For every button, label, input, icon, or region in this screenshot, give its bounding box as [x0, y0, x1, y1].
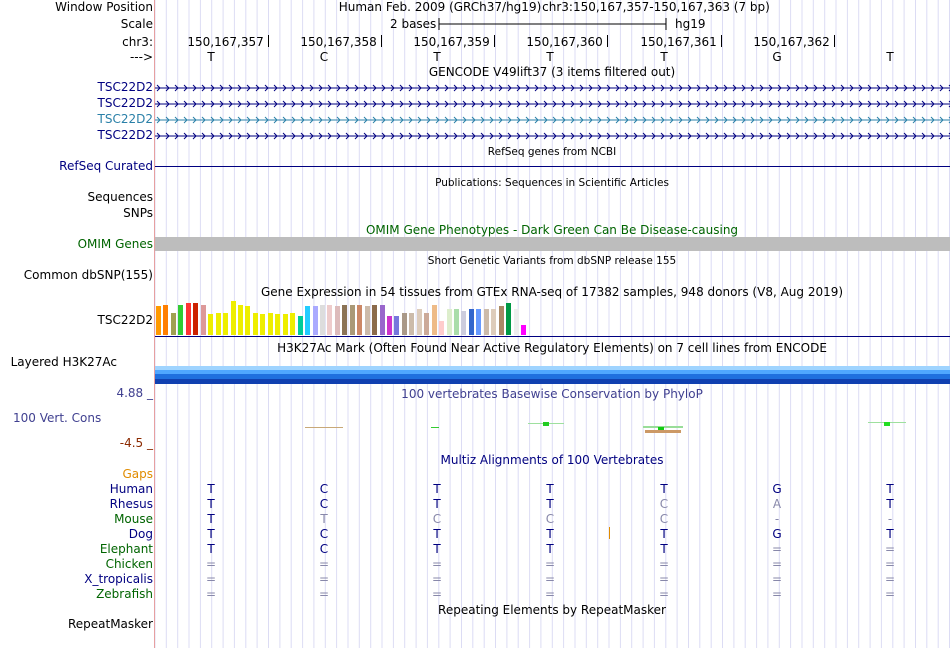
alignment-base: T	[433, 527, 441, 541]
alignment-base: =	[431, 572, 443, 586]
gtex-tissue-bar[interactable]	[424, 313, 429, 335]
gtex-tissue-bar[interactable]	[171, 313, 176, 335]
alignment-base: T	[660, 527, 668, 541]
gtex-tissue-bar[interactable]	[231, 301, 236, 335]
gtex-tissue-bar[interactable]	[365, 306, 370, 335]
gtex-tissue-bar[interactable]	[454, 309, 459, 335]
coordinate-label: 150,167,361	[640, 35, 717, 49]
gtex-tissue-bar[interactable]	[186, 303, 191, 335]
gtex-tissue-bar[interactable]	[499, 306, 504, 335]
omim-gene-bar[interactable]	[155, 237, 950, 251]
gtex-track-title: Gene Expression in 54 tissues from GTEx RNA-seq of 17382 samples, 948 donors (V8, Aug 2019)	[260, 285, 844, 299]
dbsnp-track-label[interactable]: Common dbSNP(155)	[23, 268, 153, 282]
gtex-tissue-bar[interactable]	[491, 309, 496, 335]
species-label[interactable]: Mouse	[114, 512, 153, 526]
alignment-base: =	[431, 557, 443, 571]
repeatmasker-track-label[interactable]: RepeatMasker	[67, 617, 153, 631]
coordinate-label: 150,167,358	[300, 35, 377, 49]
gtex-tissue-bar[interactable]	[514, 309, 519, 335]
gtex-tissue-bar[interactable]	[447, 309, 452, 335]
alignment-base: =	[658, 557, 670, 571]
gtex-tissue-bar[interactable]	[372, 305, 377, 335]
species-label[interactable]: X_tropicalis	[84, 572, 153, 586]
assembly-name: Human Feb. 2009 (GRCh37/hg19)	[338, 0, 542, 14]
alignment-base: T	[546, 527, 554, 541]
gtex-tissue-bar[interactable]	[178, 305, 183, 335]
gtex-tissue-bar[interactable]	[208, 314, 213, 335]
alignment-base: =	[771, 572, 783, 586]
gtex-tissue-bar[interactable]	[484, 309, 489, 335]
coordinate-label: 150,167,360	[526, 35, 603, 49]
gencode-item-label[interactable]: TSC22D2	[97, 96, 153, 110]
gtex-tissue-bar[interactable]	[439, 321, 444, 335]
omim-track-label[interactable]: OMIM Genes	[77, 237, 153, 251]
gtex-tissue-bar[interactable]	[461, 311, 466, 335]
alignment-base: =	[205, 557, 217, 571]
alignment-base: T	[433, 482, 441, 496]
alignment-base: T	[320, 512, 328, 526]
alignment-base: T	[207, 512, 215, 526]
alignment-base: T	[546, 542, 554, 556]
alignment-base: T	[546, 482, 554, 496]
alignment-base: T	[886, 482, 894, 496]
scale-text: 2 bases	[390, 17, 437, 31]
alignment-base: T	[207, 542, 215, 556]
alignment-base: G	[772, 527, 782, 541]
h3k27ac-track-label[interactable]: Layered H3K27Ac	[10, 355, 117, 369]
h3k27ac-track-title: H3K27Ac Mark (Often Found Near Active Regulatory Elements) on 7 cell lines from ENCODE	[277, 341, 827, 355]
alignment-base: =	[771, 587, 783, 601]
alignment-base: =	[884, 572, 896, 586]
alignment-base: T	[546, 497, 554, 511]
gtex-tissue-bar[interactable]	[238, 305, 243, 335]
alignment-base: =	[771, 557, 783, 571]
gtex-tissue-bar[interactable]	[260, 314, 265, 335]
gencode-transcript-line[interactable]	[155, 130, 950, 142]
species-label[interactable]: Chicken	[105, 557, 153, 571]
alignment-base: =	[544, 572, 556, 586]
alignment-base: T	[207, 527, 215, 541]
sequence-base: T	[660, 50, 668, 64]
gtex-tissue-bar[interactable]	[417, 309, 422, 335]
alignment-base: C	[659, 497, 669, 511]
gtex-tissue-bar[interactable]	[350, 305, 355, 335]
gencode-item-label[interactable]: TSC22D2	[97, 80, 153, 94]
refseq-gene-line[interactable]	[155, 166, 950, 167]
alignment-base: T	[433, 497, 441, 511]
alignment-base: =	[884, 587, 896, 601]
gencode-item-label[interactable]: TSC22D2	[97, 128, 153, 142]
species-label[interactable]: Zebrafish	[96, 587, 153, 601]
gencode-transcript-line[interactable]	[155, 82, 950, 94]
alignment-base: C	[319, 482, 329, 496]
scale-label: Scale	[120, 17, 153, 31]
alignment-base: T	[207, 482, 215, 496]
publications-track-title: Publications: Sequences in Scientific Articles	[435, 177, 669, 189]
alignment-base: C	[432, 512, 442, 526]
coordinate-tick	[607, 35, 608, 47]
gtex-tissue-bar[interactable]	[394, 316, 399, 335]
alignment-base: -	[887, 512, 893, 526]
gtex-tissue-bar[interactable]	[409, 313, 414, 335]
gtex-tissue-bar[interactable]	[402, 313, 407, 335]
alignment-base: =	[318, 557, 330, 571]
gtex-tissue-bar[interactable]	[156, 306, 161, 335]
coordinate-tick	[721, 35, 722, 47]
sequence-base: T	[886, 50, 894, 64]
gtex-tissue-bar[interactable]	[380, 305, 385, 335]
species-label[interactable]: Human	[109, 482, 153, 496]
species-label[interactable]: Elephant	[99, 542, 153, 556]
phylop-track-title: 100 vertebrates Basewise Conservation by PhyloP	[401, 387, 703, 401]
alignment-base: =	[544, 587, 556, 601]
alignment-base: =	[205, 587, 217, 601]
gencode-transcript-line[interactable]	[155, 98, 950, 110]
repeatmasker-track-title: Repeating Elements by RepeatMasker	[438, 603, 666, 617]
gtex-tissue-bar[interactable]	[245, 306, 250, 335]
alignment-base: C	[319, 542, 329, 556]
gtex-tissue-bar[interactable]	[268, 313, 273, 335]
alignment-base: C	[659, 512, 669, 526]
alignment-base: =	[544, 557, 556, 571]
phylop-wiggle[interactable]	[155, 400, 950, 440]
sequence-base: G	[772, 50, 782, 64]
gtex-tissue-bar[interactable]	[521, 325, 526, 335]
gtex-tissue-bar[interactable]	[298, 316, 303, 335]
alignment-base: A	[772, 497, 782, 511]
alignment-base: T	[886, 497, 894, 511]
gtex-tissue-bar[interactable]	[327, 305, 332, 335]
snps-track-label[interactable]: SNPs	[123, 206, 153, 220]
sequence-base: T	[207, 50, 215, 64]
alignment-base: T	[207, 497, 215, 511]
coordinate-label: 150,167,362	[753, 35, 830, 49]
gtex-tissue-bar[interactable]	[223, 313, 228, 335]
gtex-tissue-bar[interactable]	[342, 305, 347, 335]
omim-track-title: OMIM Gene Phenotypes - Dark Green Can Be Disease-causing	[365, 223, 739, 237]
refseq-track-title: RefSeq genes from NCBI	[487, 146, 617, 158]
species-label[interactable]: Rhesus	[109, 497, 153, 511]
gtex-tissue-bar[interactable]	[469, 309, 474, 335]
alignment-base: =	[431, 587, 443, 601]
alignment-base: T	[660, 542, 668, 556]
gencode-item-label[interactable]: TSC22D2	[97, 112, 153, 126]
alignment-base: T	[433, 542, 441, 556]
gaps-label[interactable]: Gaps	[122, 467, 153, 481]
alignment-base: =	[205, 572, 217, 586]
phylop-track-label[interactable]: 100 Vert. Cons	[13, 411, 102, 425]
gtex-tissue-bar[interactable]	[357, 305, 362, 335]
coordinate-tick	[268, 35, 269, 47]
alignment-base: C	[319, 527, 329, 541]
alignment-base: C	[319, 497, 329, 511]
gtex-tissue-bar[interactable]	[432, 305, 437, 335]
gtex-tissue-bar[interactable]	[253, 313, 258, 335]
alignment-base: =	[318, 587, 330, 601]
phylop-max-label: 4.88 _	[116, 386, 153, 400]
alignment-base: C	[545, 512, 555, 526]
sequence-base: T	[433, 50, 441, 64]
coordinate-label: 150,167,359	[413, 35, 490, 49]
alignment-base: =	[658, 572, 670, 586]
chr-label: chr3:	[122, 35, 153, 49]
gencode-track-title: GENCODE V49lift37 (3 items filtered out)	[428, 65, 676, 79]
gtex-tissue-bar[interactable]	[320, 305, 325, 335]
gtex-tissue-bar[interactable]	[201, 305, 206, 335]
alignment-gap-mark	[609, 527, 610, 539]
strand-arrow-label: --->	[129, 50, 153, 64]
alignment-base: -	[774, 512, 780, 526]
gencode-transcript-line[interactable]	[155, 114, 950, 126]
alignment-base: T	[660, 482, 668, 496]
gtex-tissue-bar[interactable]	[163, 305, 168, 335]
coordinate-tick	[381, 35, 382, 47]
gtex-tissue-bar[interactable]	[476, 309, 481, 335]
window-position-label: Window Position	[55, 0, 153, 14]
h3k27ac-signal-area[interactable]	[155, 366, 950, 384]
coordinate-label: 150,167,357	[187, 35, 264, 49]
position-readout: chr3:150,167,357-150,167,363 (7 bp)	[542, 0, 770, 14]
phylop-min-label: -4.5 _	[119, 436, 153, 450]
multiz-track-title: Multiz Alignments of 100 Vertebrates	[440, 453, 664, 467]
refseq-track-label[interactable]: RefSeq Curated	[59, 159, 153, 173]
alignment-base: T	[886, 527, 894, 541]
alignment-base: =	[884, 542, 896, 556]
scale-bar	[438, 16, 668, 32]
gtex-tissue-bar[interactable]	[335, 306, 340, 335]
gtex-tissue-bar[interactable]	[313, 306, 318, 335]
sequence-base: C	[319, 50, 329, 64]
coordinate-tick	[834, 35, 835, 47]
alignment-base: =	[771, 542, 783, 556]
gtex-tissue-bar[interactable]	[387, 316, 392, 335]
gtex-tissue-bar[interactable]	[506, 303, 511, 335]
gtex-tissue-bar[interactable]	[283, 314, 288, 335]
species-label[interactable]: Dog	[128, 527, 153, 541]
alignment-base: G	[772, 482, 782, 496]
gtex-tissue-bar[interactable]	[290, 313, 295, 335]
gtex-tissue-bar[interactable]	[193, 303, 198, 335]
scale-db: hg19	[675, 17, 706, 31]
gtex-tissue-bar[interactable]	[275, 314, 280, 335]
gtex-tissue-bar[interactable]	[216, 313, 221, 335]
gtex-track-label[interactable]: TSC22D2	[97, 313, 153, 327]
alignment-base: =	[318, 572, 330, 586]
sequences-track-label[interactable]: Sequences	[87, 190, 153, 204]
gtex-tissue-bar[interactable]	[305, 306, 310, 335]
alignment-base: =	[884, 557, 896, 571]
coordinate-tick	[494, 35, 495, 47]
sequence-base: T	[546, 50, 554, 64]
alignment-base: =	[658, 587, 670, 601]
dbsnp-track-title: Short Genetic Variants from dbSNP release 155	[427, 255, 677, 267]
gtex-baseline	[155, 336, 950, 337]
